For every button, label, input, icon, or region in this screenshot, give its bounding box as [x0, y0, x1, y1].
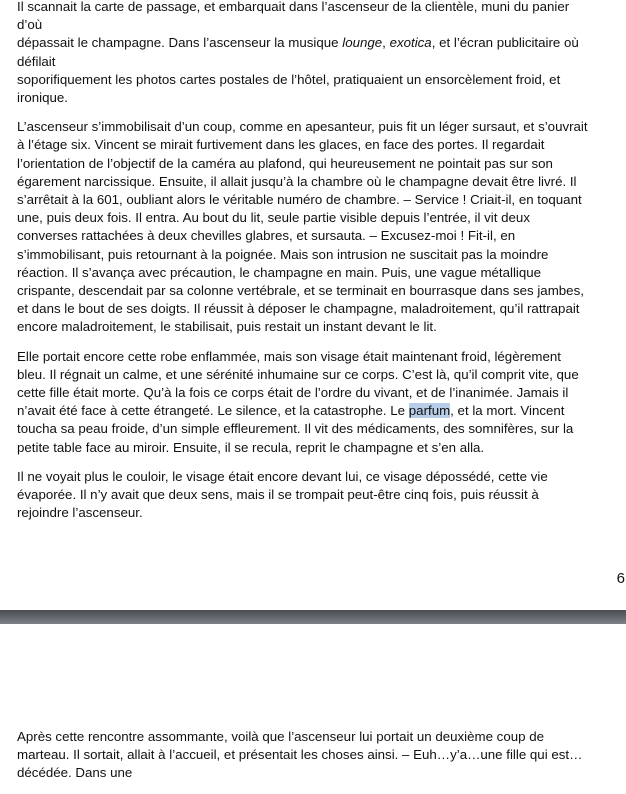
paragraph-1-comma: , [382, 35, 390, 51]
page-text-body [17, 0, 591, 533]
paragraph-3-end: , et la mort. Vincent toucha sa peau froide, d’un simple effleurement. Il vit des médicaments, des somnifères, sur la petite table face au miroir. Ensuite, il se recula, reprit le champagne et s’en alla. [17, 403, 574, 455]
page-text-body-2 [17, 728, 591, 794]
paragraph-1-line-2: dépassait le champagne. Dans l’ascenseur la musique [17, 35, 343, 51]
paragraph-1-line-3: soporifiquement les photos cartes postales de l’hôtel, pratiquaient un ensorcèlement froid, et [17, 71, 561, 87]
paragraph-1 [17, 0, 591, 107]
paragraph-4: Il ne voyait plus le couloir, le visage était encore devant lui, ce visage dépossédé, cette vie évaporée. Il n’y avait que deux sens, mais il se trompait peut-être cinq fois, puis réussit à rejoindre l’ascenseur. [17, 468, 548, 521]
italic-word-lounge: lounge [342, 35, 383, 51]
paragraph-5: Après cette rencontre assommante, voilà que l’ascenseur lui portait un deuxième coup de marteau. Il sortait, allait à l’accueil, et présentait les choses ainsi. – Euh…y’a…une fille qui est…décédée. Dans une [17, 729, 583, 781]
paragraph-3-start: Elle portait encore cette robe enflammée, mais son visage était maintenant froid, légèrement bleu. Il régnait un calme, et une sérénité inhumaine sur ce corps. C’est là, qu’il comprit vite, que cette fille était morte. Qu’à la fois ce corps était de l’ordre du vivant, et de l’inanimée. Jamais il n’avait été face à cette étrangeté. Le silence, et la catastrophe. Le [17, 348, 579, 419]
page-number: 6 [616, 570, 625, 587]
paragraph-1-line-1: Il scannait la carte de passage, et embarquait dans l’ascenseur de la clientèle, muni du panier d’où [17, 0, 570, 33]
italic-word-exotica: exotica [389, 35, 432, 51]
paragraph-1-line-4: ironique. [17, 90, 69, 106]
selected-word-highlight[interactable]: parfum [408, 403, 451, 419]
page-separator [0, 610, 626, 624]
paragraph-1-line-2-end: , et l’écran publicitaire où défilait [17, 35, 579, 69]
paragraph-3 [17, 348, 591, 457]
paragraph-2: L’ascenseur s’immobilisait d’un coup, comme en apesanteur, puis fit un léger sursaut, et s’ouvrait à l’étage six. Vincent se mirait furtivement dans les glaces, en face des portes. Il regardait l’orientation de l’objectif de la caméra au plafond, qui heureusement ne pointait pas sur son égarement narcissique. Ensuite, il allait jusqu’à la chambre où le champagne devait être livré. Il s’arrêtait à la 601, oubliant alors le véritable numéro de chambre. – Service ! Criait-il, en toquant une, puis deux fois. Il entra. Au bout du lit, seule partie visible depuis l’entrée, il vit deux converses rattachées à deux chevilles glabres, et sursauta. – Excusez-moi ! Fit-il, en s’immobilisant, puis retournant à la poignée. Mais son intrusion ne suscitait pas la moindre réaction. Il s’avança avec précaution, le champagne en main. Puis, une vague métallique crispante, descendait par sa colonne vertébrale, et se terminait en bourrasque dans ses jambes, et dans le bout de ses doigts. Il réussit à déposer le champagne, maladroitement, qu’il rattrapait encore maladroitement, le stabilisait, puis restait un instant devant le lit. [17, 119, 588, 335]
document-page-7 [0, 624, 626, 781]
